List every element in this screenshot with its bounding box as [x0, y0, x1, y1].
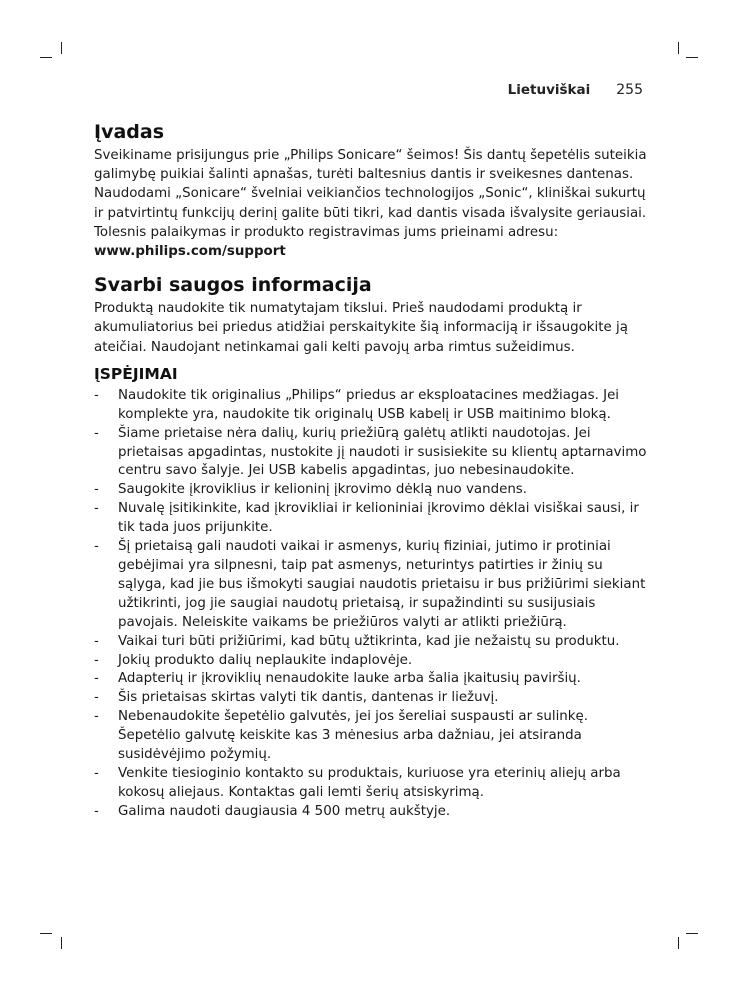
warning-item: - Saugokite įkroviklius ir kelioninį įkrovimo dėklą nuo vandens. [94, 482, 528, 498]
support-text: Tolesnis palaikymas ir produkto registravimas jums prieinami adresu: [94, 224, 559, 240]
warning-item: - Venkite tiesioginio kontakto su produktais, kuriuose yra eterinių aliejų arba kokosų aliejaus. Kontaktas gali lemti šerių atsiskyrimą. [94, 765, 621, 800]
language-label: Lietuviškai [507, 82, 591, 98]
warning-item: - Adapterių ir įkroviklių nenaudokite lauke arba šalia įkaitusių paviršių. [94, 671, 581, 687]
crop-mark [678, 42, 679, 54]
warning-item: - Naudokite tik originalius „Philips“ priedus ar eksploatacines medžiagas. Jei komplekte yra, naudokite tik originalų USB kabelį ir USB maitinimo bloką. [94, 387, 620, 422]
page-number: 255 [616, 82, 643, 98]
page-content [94, 118, 650, 822]
crop-mark [61, 42, 62, 54]
warning-item: - Galima naudoti daugiausia 4 500 metrų aukštyje. [94, 803, 451, 819]
crop-mark [686, 933, 698, 934]
warning-item: - Šį prietaisą gali naudoti vaikai ir asmenys, kurių fiziniai, jutimo ir protiniai gebėjimai yra silpnesni, taip pat asmenys, neturintys patirties ir žinių su sąlyga, kad jie bus išmokyti saugiai naudotis prietaisu ir bus prižiūrimi siekiant užtikrinti, jog jie saugiai naudotų prietaisą, ir supažindinti su susijusiais pavojais. Neleiskite vaikams be priežiūros valyti ar atlikti priežiūrą. [94, 539, 646, 630]
safety-heading: Svarbi saugos informacija [94, 274, 372, 297]
safety-paragraph: Produktą naudokite tik numatytajam tikslui. Prieš naudodami produktą ir akumuliatorius bei priedus atidžiai perskaitykite šią informaciją ir išsaugokite ją ateičiai. Naudojant netinkamai gali kelti pavojų arba rimtus sužeidimus. [94, 301, 628, 355]
crop-mark [40, 933, 52, 934]
crop-mark [686, 57, 698, 58]
warning-item: - Nuvalę įsitikinkite, kad įkrovikliai ir kelioniniai įkrovimo dėklai visiškai sausi, ir tik tada juos prijunkite. [94, 501, 639, 536]
crop-mark [678, 937, 679, 949]
support-url: www.philips.com/support [94, 244, 286, 260]
warning-item: - Vaikai turi būti prižiūrimi, kad būtų užtikrinta, kad jie nežaistų su produktu. [94, 633, 620, 649]
warning-item: - Nebenaudokite šepetėlio galvutės, jei jos šereliai suspausti ar sulinkę. Šepetėlio galvutę keiskite kas 3 mėnesius arba dažniau, jei atsiranda susidėvėjimo požymių. [94, 709, 589, 763]
crop-mark [61, 937, 62, 949]
intro-heading: Įvadas [94, 121, 165, 143]
warning-item: - Jokių produkto dalių neplaukite indaplovėje. [94, 652, 413, 668]
warnings-list [94, 387, 650, 822]
intro-paragraph: Sveikiname prisijungus prie „Philips Sonicare“ šeimos! Šis dantų šepetėlis suteikia galimybę puikiai šalinti apnašas, turėti baltesnius dantis ir sveikesnes dantenas. Naudodami „Sonicare“ švelniai veikiančios technologijos „Sonic“, kliniškai sukurtų ir patvirtintų funkcijų derinį galite būti tikri, kad dantis visada išvalysite geriausiai. [94, 148, 647, 221]
page-header [508, 82, 643, 98]
crop-mark [40, 57, 52, 58]
warnings-heading: ĮSPĖJIMAI [94, 364, 178, 383]
warning-item: - Šiame prietaise nėra dalių, kurių priežiūrą galėtų atlikti naudotojas. Jei prietaisas apgadintas, nustokite jį naudoti ir susisiekite su klientų aptarnavimo centru savo šalyje. Jei USB kabelis apgadintas, juo nebesinaudokite. [94, 425, 647, 479]
warning-item: - Šis prietaisas skirtas valyti tik dantis, dantenas ir liežuvį. [94, 690, 499, 706]
